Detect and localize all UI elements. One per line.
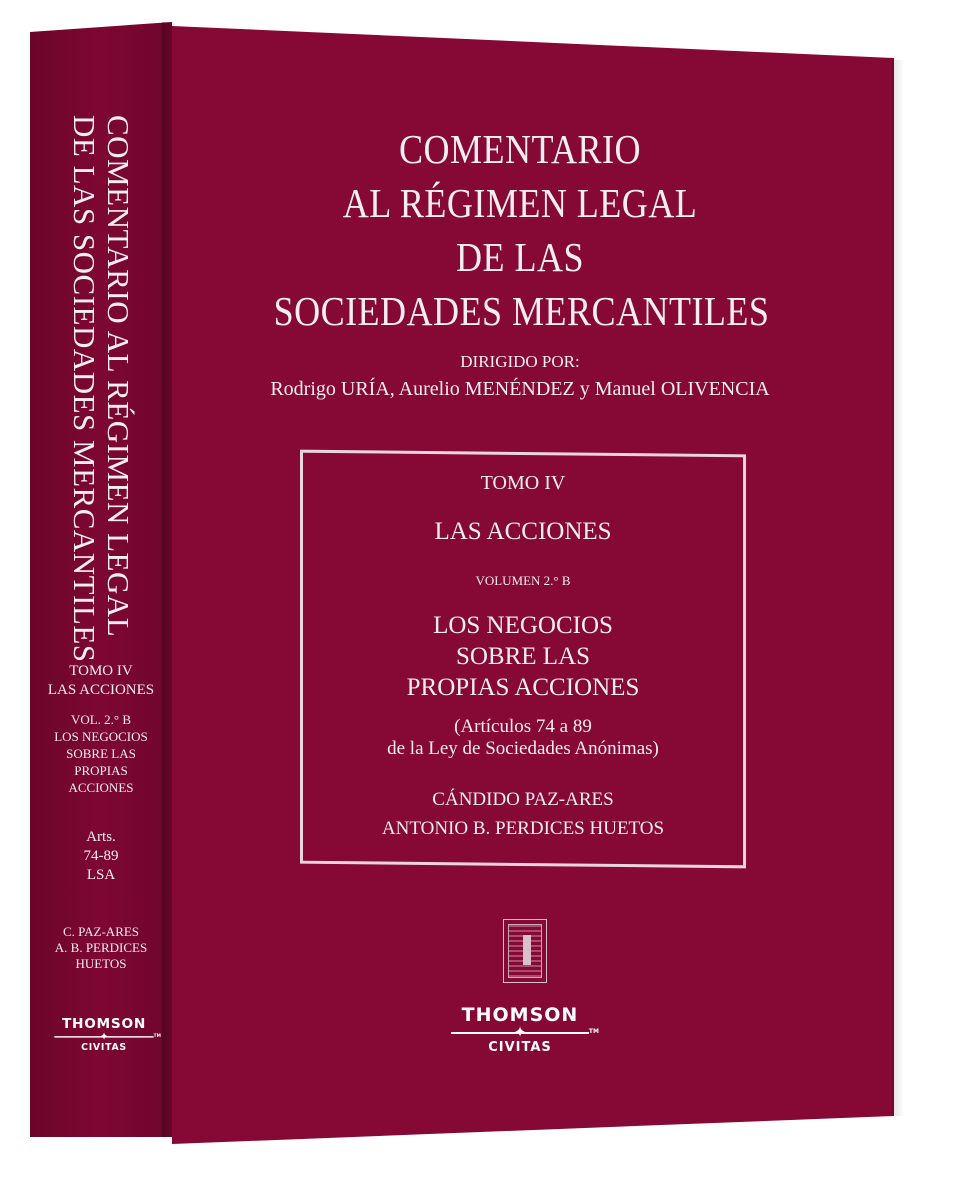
spine-publisher-logo	[50, 1016, 161, 1059]
spine-author-line: C. PAZ-ARES	[62, 924, 140, 939]
spine-articles-line: Arts.	[86, 829, 116, 845]
spine-author-line: A. B. PERDICES	[54, 940, 148, 955]
spine-articles	[30, 828, 172, 885]
directed-by-label: DIRIGIDO POR:	[460, 352, 580, 371]
volume-title-line: PROPIAS ACCIONES	[406, 674, 640, 701]
spine-tomo-line: TOMO IV	[69, 663, 133, 679]
author-name: ANTONIO B. PERDICES HUETOS	[381, 818, 665, 839]
cover-edge-shadow	[892, 60, 904, 1116]
spine-title	[67, 115, 136, 663]
publisher-name: THOMSON	[461, 1004, 579, 1026]
spine-tomo-line: LAS ACCIONES	[47, 682, 155, 698]
spine-volume	[30, 711, 172, 796]
spine-articles-line: 74-89	[83, 848, 119, 864]
author-name: CÁNDIDO PAZ-ARES	[432, 789, 614, 810]
volume-title-line: SOBRE LAS	[455, 643, 591, 670]
star-icon: ✦	[99, 1029, 109, 1043]
emblem-tower-shape	[523, 935, 531, 965]
spine-tomo	[30, 662, 172, 700]
book-title	[273, 122, 770, 338]
spine-authors	[30, 924, 172, 972]
articles-note-line: (Artículos 74 a 89	[454, 716, 592, 737]
spine-articles-line: LSA	[86, 867, 116, 883]
book-title-line: SOCIEDADES MERCANTILES	[273, 288, 770, 334]
spine-author-line: HUETOS	[75, 956, 127, 971]
spine-title-line: COMENTARIO AL RÉGIMEN LEGAL	[101, 115, 136, 638]
spine-volume-line: SOBRE LAS	[66, 746, 136, 761]
book-title-line: DE LAS	[456, 234, 584, 280]
emblem-inner-frame	[508, 924, 542, 978]
volume-title-line: LOS NEGOCIOS	[433, 612, 613, 639]
articles-note	[300, 716, 746, 760]
tomo-label: TOMO IV	[480, 472, 566, 494]
trademark-mark: TM	[588, 1028, 599, 1035]
publisher-imprint: CIVITAS	[488, 1040, 552, 1055]
subject-title: LAS ACCIONES	[434, 518, 612, 545]
directors-names: Rodrigo URÍA, Aurelio MENÉNDEZ y Manuel OLIVENCIA	[270, 378, 770, 400]
publisher-name: THOMSON	[61, 1016, 146, 1032]
articles-note-line: de la Ley de Sociedades Anónimas)	[387, 738, 659, 759]
spine-volume-line: LOS NEGOCIOS	[54, 729, 148, 744]
volume-title	[300, 610, 746, 703]
publisher-logo	[445, 1004, 599, 1064]
building-emblem-icon	[503, 919, 547, 983]
book-title-line: COMENTARIO	[398, 126, 642, 172]
spine-volume-line: VOL. 2.° B	[70, 712, 132, 727]
spine-title-line: DE LAS SOCIEDADES MERCANTILES	[67, 115, 102, 663]
spine-volume-line: PROPIAS	[74, 763, 128, 778]
volume-label: VOLUMEN 2.° B	[475, 573, 571, 588]
star-icon: ✦	[513, 1023, 527, 1041]
book-title-line: AL RÉGIMEN LEGAL	[342, 180, 698, 226]
publisher-imprint: CIVITAS	[81, 1041, 127, 1053]
trademark-mark: TM	[153, 1033, 161, 1039]
spine-volume-line: ACCIONES	[68, 780, 134, 795]
